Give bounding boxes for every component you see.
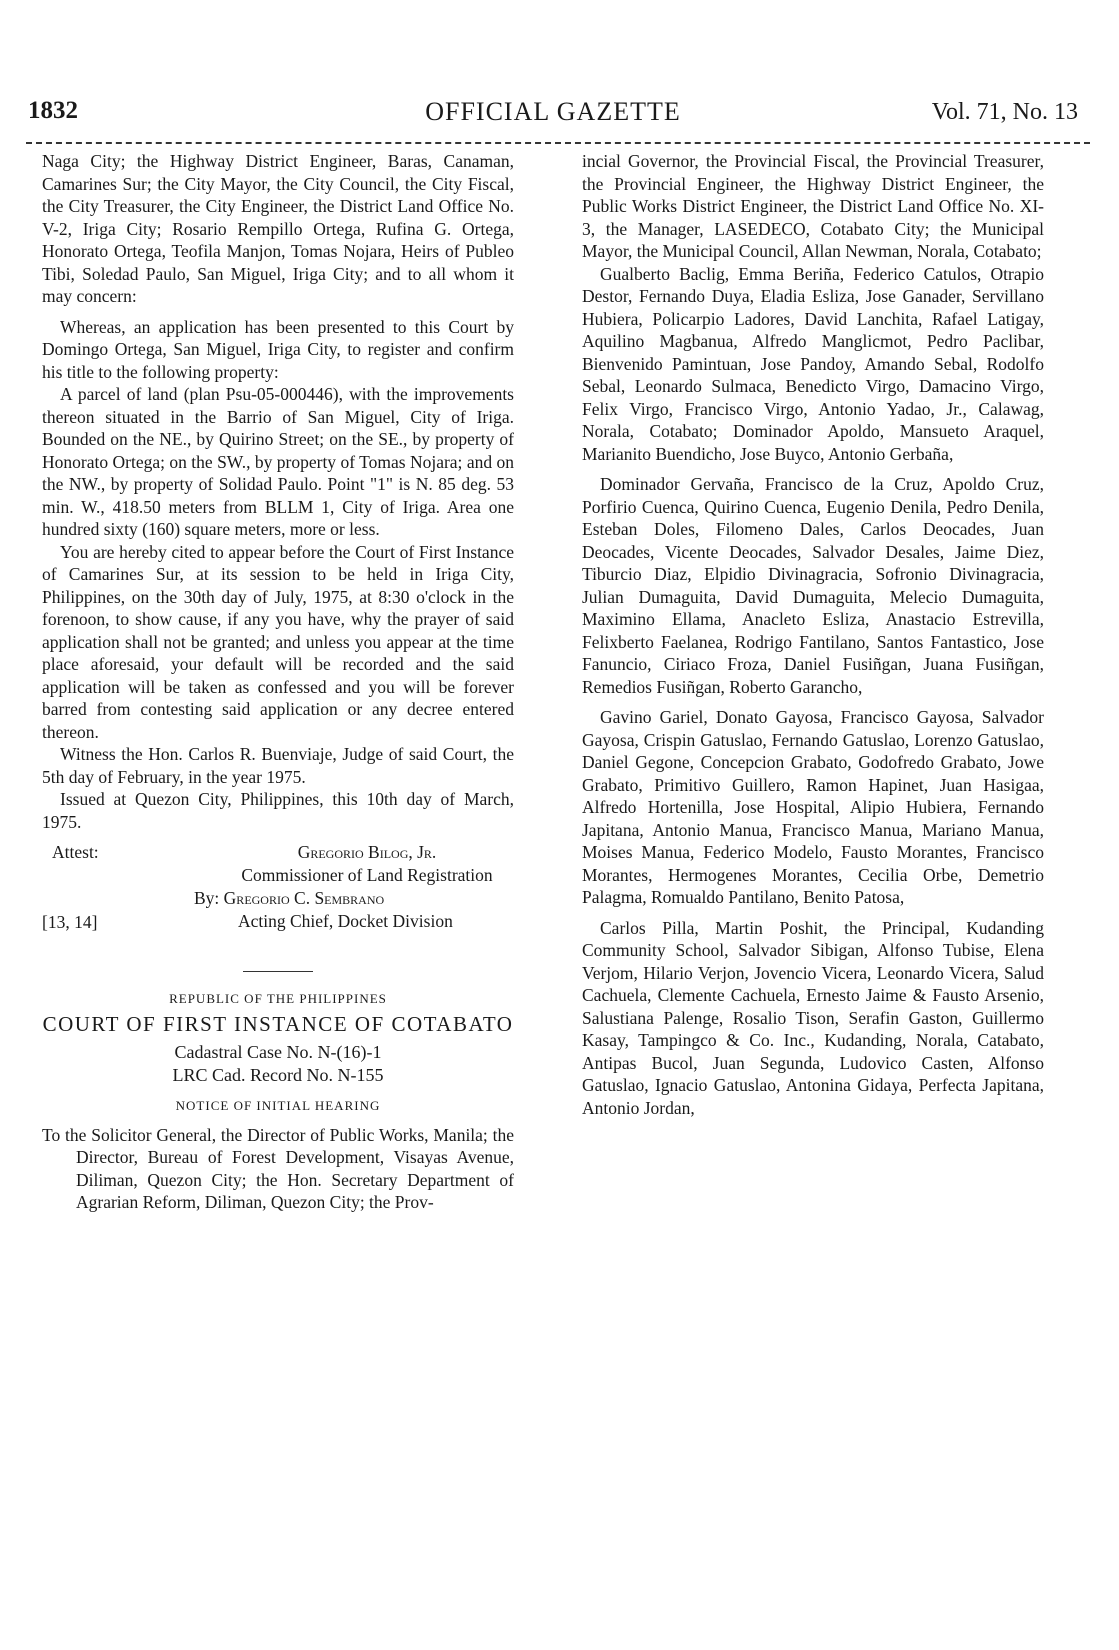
volume-number: Vol. 71, No. 13 [931,99,1078,125]
right-column [582,150,1044,1119]
republic-heading: REPUBLIC OF THE PHILIPPINES [169,991,387,1006]
claimants-list-1: Gualberto Baclig, Emma Beriña, Federico Catulos, Otrapio Destor, Fernando Duya, Eladia Esliza, Jose Ganader, Servillano Hubiera, Policarpio Ladores, David Lanchita, Rafael Latigay, Aquilino Magbanua, Alfredo Manglicmot, Pedro Paclibar, Bienvenido Pamintuan, Jose Pandoy, Amando Sebal, Rodolfo Sebal, Leonardo Sulmaca, Benedicto Virgo, Damacino Virgo, Felix Virgo, Francisco Virgo, Antonio Yadao, Jr., Calawag, Norala, Cotabato; Dominador Apoldo, Mansueto Araquel, Marianito Buendicho, Jose Buyco, Antonio Gerbaña, [582,263,1044,464]
by-signatory: Gregorio C. Sembrano [223,888,385,908]
property-description: A parcel of land (plan Psu-05-000446), with the improvements thereon situated in the Barrio of San Miguel, City of Iriga. Bounded on the NE., by Quirino Street; on the SE., by property of Honorato Ortega; on the SW., by property of Tomas Nojara; and on the NW., by property of Solidad Paulo. Point "1" is N. 85 deg. 53 min. W., 418.50 meters from BLLM 1, City of Iriga. Area one hundred sixty (160) square meters, more or less. [42,384,514,539]
attest-signatory: Gregorio Bilog, Jr. [297,842,437,862]
cadastral-case-number: Cadastral Case No. N-(16)-1 [174,1042,382,1062]
notice-code: [13, 14] [42,912,98,932]
witness-paragraph: Witness the Hon. Carlos R. Buenviaje, Judge of said Court, the 5th day of February, in the year 1975. [42,744,514,787]
section-divider [243,971,313,972]
court-heading: COURT OF FIRST INSTANCE OF COTABATO [42,1011,514,1036]
addressees-continued: Naga City; the Highway District Engineer, Baras, Canaman, Camarines Sur; the City Mayor, the City Council, the City Fiscal, the City Treasurer, the City Engineer, the District Land Office No. V-2, Iriga City; Rosario Rempillo Ortega, Rufina G. Ortega, Honorato Ortega, Teofila Manjon, Tomas Nojara, Heirs of Publeo Tibi, Soledad Paulo, San Miguel, Iriga City; and to all whom it may concern: [42,151,514,306]
issued-paragraph: Issued at Quezon City, Philippines, this 10th day of March, 1975. [42,789,514,832]
header-rule [26,142,1090,144]
whereas-paragraph: Whereas, an application has been presented to this Court by Domingo Ortega, San Miguel, Iriga City, to register and confirm his title to the following property: [42,316,514,382]
by-label: By: [194,888,220,908]
by-title: Acting Chief, Docket Division [238,910,453,931]
claimants-list-3: Gavino Gariel, Donato Gayosa, Francisco Gayosa, Salvador Gayosa, Crispin Gatuslao, Fernando Gatuslao, Lorenzo Gatuslao, Daniel Gegone, Concepcion Grabato, Godofredo Grabato, Jowe Grabato, Primitivo Guillero, Ramon Hapinet, Juan Hasigaa, Alfredo Hortenilla, Jose Hospital, Alipio Hubiera, Fernando Japitana, Antonio Manua, Francisco Manua, Mariano Manua, Moises Manua, Federico Modelo, Fausto Morantes, Francisco Morantes, Hermogenes Morantes, Cecilia Orbe, Demetrio Palagma, Romualdo Pantilano, Benito Patosa, [582,707,1044,907]
officials-list: incial Governor, the Provincial Fiscal, the Provincial Treasurer, the Provincial Engineer, the Highway District Engineer, the Public Works District Engineer, the District Land Office No. XI-3, the Manager, LASEDECO, Cotabato City; the Municipal Mayor, the Municipal Council, Allan Newman, Norala, Cotabato; [582,151,1044,261]
attestation-block [42,841,514,961]
addressees-start: To the Solicitor General, the Director of Public Works, Manila; the Director, Bureau of Forest Development, Visayas Avenue, Diliman, Quezon City; the Hon. Secretary Department of Agrarian Reform, Diliman, Quezon City; the Prov- [42,1124,514,1212]
attest-label: Attest: [52,842,99,862]
left-column [42,150,514,1214]
attest-title: Commissioner of Land Registration [241,864,493,885]
lrc-record-number: LRC Cad. Record No. N-155 [172,1065,384,1085]
page-header [28,97,1078,137]
citation-paragraph: You are hereby cited to appear before the Court of First Instance of Camarines Sur, at its session to be held in Iriga City, Philippines, on the 30th day of July, 1975, at 8:30 o'clock in the forenoon, to show cause, if any you have, why the prayer of said application shall not be granted; and unless you appear at the time place aforesaid, your default will be recorded and the said application will be taken as confessed and you will be forever barred from contesting said application or any decree entered thereon. [42,541,514,742]
page-number: 1832 [28,97,78,124]
claimants-list-2: Dominador Gervaña, Francisco de la Cruz, Apoldo Cruz, Porfirio Cuenca, Quirino Cuenca, Eugenio Denila, Pedro Denila, Esteban Doles, Filomeno Dales, Carlos Deocades, Juan Deocades, Vicente Deocades, Salvador Desales, Jaime Diez, Tiburcio Diaz, Elpidio Divinagracia, Sofronio Divinagracia, Julian Dumaguita, David Dumaguita, Melecio Dumaguita, Maximino Ellama, Anacleto Esliza, Anastacio Estrevilla, Felixberto Faelanea, Rodrigo Fantilano, Santos Fantastico, Jose Fanuncio, Ciriaco Froza, Daniel Fusiñgan, Juana Fusiñgan, Remedios Fusiñgan, Roberto Garancho, [582,474,1044,697]
gazette-title: OFFICIAL GAZETTE [425,97,681,126]
claimants-list-4: Carlos Pilla, Martin Poshit, the Principal, Kudanding Community School, Salvador Sibigan, Alfonso Tubise, Elena Verjom, Hilario Verjon, Jovencio Vicera, Leonardo Vicera, Salud Cachuela, Clemente Cachuela, Ernesto Jaime & Fausto Arsenio, Salustiana Palenge, Rosalio Tison, Serafin Gaston, Guillermo Kasay, Tampingco & Co. Inc., Kudanding, Norala, Catabato, Antipas Bucol, Juan Segunda, Ludovico Casten, Alfonso Gatuslao, Ignacio Gatuslao, Antonina Gidaya, Perfecta Japitana, Antonio Jordan, [582,917,1044,1118]
notice-heading: NOTICE OF INITIAL HEARING [175,1098,381,1113]
